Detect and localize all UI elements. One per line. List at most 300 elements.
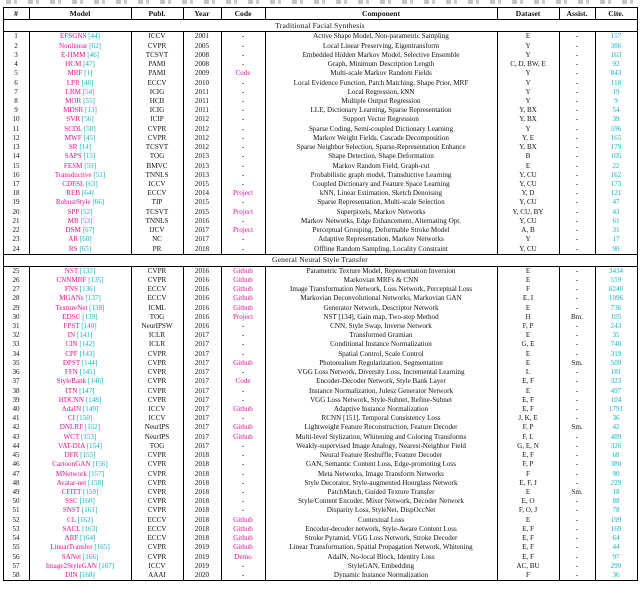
model-link[interactable]: ITN — [65, 386, 78, 395]
citation-count-link[interactable]: 105 — [610, 152, 622, 161]
citation-count-link[interactable]: 121 — [610, 189, 622, 198]
reference-link[interactable]: [63] — [85, 179, 98, 188]
reference-link[interactable]: [64] — [81, 189, 94, 198]
model-link[interactable]: VAT-DIA — [58, 441, 85, 450]
reference-link[interactable]: [1] — [84, 69, 93, 78]
code-cell — [221, 313, 265, 322]
assist-cell: Bm. — [559, 313, 595, 322]
reference-link[interactable]: [145] — [79, 368, 96, 377]
reference-link[interactable]: [146] — [87, 377, 104, 386]
model-link[interactable]: LRM — [65, 87, 81, 96]
reference-link[interactable]: [167] — [98, 561, 115, 570]
model-link[interactable]: ARF — [64, 534, 79, 543]
reference-link[interactable]: [157] — [88, 469, 105, 478]
model-link[interactable]: AdaIN — [61, 405, 82, 414]
model-link[interactable]: SNST — [62, 506, 81, 515]
citation-count-link[interactable]: 165 — [610, 133, 622, 142]
reference-link[interactable]: [156] — [92, 460, 108, 469]
reference-link[interactable]: [62] — [89, 41, 101, 50]
reference-link[interactable]: [59] — [84, 161, 97, 170]
reference-link[interactable]: [144] — [81, 358, 98, 367]
citation-count-link[interactable]: 163 — [610, 50, 622, 59]
dataset-cell: E — [497, 304, 559, 313]
model-link[interactable]: CartoonGAN — [52, 460, 91, 469]
assist-cell: - — [559, 340, 595, 349]
model-link[interactable]: DPST — [62, 358, 81, 367]
component-cell: GAN, Semantic Content Loss, Edge-promoting Loss — [265, 460, 497, 469]
col-header-model: Model — [29, 8, 131, 20]
model-link[interactable]: Image2StyleGAN — [45, 561, 98, 570]
reference-link[interactable]: [68] — [79, 235, 92, 244]
model-link[interactable]: DFR — [64, 451, 79, 460]
citation-count-link[interactable]: 118 — [610, 78, 622, 87]
cite-cell — [595, 497, 637, 506]
reference-link[interactable]: [136] — [79, 285, 96, 294]
citation-count-link[interactable]: 596 — [610, 124, 622, 133]
citation-count-link[interactable]: 843 — [610, 69, 622, 78]
reference-link[interactable]: [152] — [84, 423, 101, 432]
reference-link[interactable]: [149] — [82, 405, 99, 414]
dataset-cell: E — [497, 350, 559, 359]
reference-link[interactable]: [158] — [88, 478, 104, 487]
model-link[interactable]: MNetwork — [55, 469, 87, 478]
table-row — [3, 543, 637, 552]
model-link[interactable]: CL — [67, 515, 76, 524]
citation-count-link[interactable]: 509 — [610, 358, 622, 367]
code-link[interactable]: Github — [233, 432, 253, 441]
citation-count-link[interactable]: 199 — [610, 515, 622, 524]
row-number-cell: 10 — [3, 115, 29, 124]
publication-cell: CVPR — [131, 266, 183, 276]
citation-count-link[interactable]: 157 — [610, 32, 622, 41]
model-link[interactable]: CDFSL — [62, 179, 85, 188]
assist-cell: - — [559, 51, 595, 60]
reference-link[interactable]: [137] — [85, 294, 101, 303]
model-link[interactable]: FNS — [64, 285, 78, 294]
cite-cell — [595, 506, 637, 515]
year-cell: 2019 — [183, 553, 221, 562]
citation-count-link[interactable]: 319 — [610, 349, 622, 358]
citation-count-link[interactable]: 61 — [612, 216, 620, 225]
model-link[interactable]: IN — [67, 331, 76, 340]
citation-count-link[interactable]: 9 — [614, 97, 618, 106]
citation-count-link[interactable]: 36 — [612, 414, 620, 423]
row-number-cell: 25 — [3, 266, 29, 276]
model-cell — [29, 208, 131, 217]
code-link[interactable]: Github — [233, 266, 253, 275]
citation-count-link[interactable]: 19 — [612, 87, 620, 96]
dataset-cell: F, P — [497, 460, 559, 469]
row-number-cell: 34 — [3, 350, 29, 359]
reference-link[interactable]: [53] — [80, 216, 93, 225]
component-cell: Multiple Output Regression — [265, 97, 497, 106]
assist-cell: - — [559, 152, 595, 161]
model-link[interactable]: EFSGNS — [59, 32, 87, 41]
citation-count-link[interactable]: 90 — [612, 469, 620, 478]
col-header-code: Code — [221, 8, 265, 20]
model-link[interactable]: CFITT — [61, 487, 82, 496]
model-link[interactable]: MGANs — [59, 294, 84, 303]
code-link[interactable]: Github — [233, 543, 253, 552]
reference-link[interactable]: [13] — [85, 106, 97, 115]
code-cell — [221, 198, 265, 207]
code-cell — [221, 217, 265, 226]
citation-count-link[interactable]: 326 — [610, 441, 622, 450]
row-number-cell: 33 — [3, 340, 29, 349]
dataset-cell: Y, BX — [497, 143, 559, 152]
code-link[interactable]: Github — [233, 423, 253, 432]
reference-link[interactable]: [168] — [79, 570, 95, 579]
reference-link[interactable]: [143] — [79, 349, 95, 358]
model-cell — [29, 313, 131, 322]
model-link[interactable]: SVR — [66, 115, 81, 124]
model-link[interactable]: E-HMM — [60, 50, 86, 59]
citation-count-link[interactable]: 68 — [612, 451, 620, 460]
dataset-cell: Y, BX — [497, 115, 559, 124]
citation-count-link[interactable]: 47 — [612, 198, 620, 207]
year-cell: 2018 — [183, 497, 221, 506]
code-cell — [221, 331, 265, 340]
dataset-cell: E, F — [497, 451, 559, 460]
reference-link[interactable]: [66] — [92, 198, 105, 207]
dataset-cell: Y — [497, 88, 559, 97]
year-cell: 2017 — [183, 423, 221, 432]
reference-link[interactable]: [155] — [80, 451, 96, 460]
model-link[interactable]: Nonlinear — [59, 41, 88, 50]
assist-cell: - — [559, 276, 595, 285]
citation-count-link[interactable]: 17 — [612, 235, 620, 244]
model-cell — [29, 32, 131, 42]
cite-cell — [595, 433, 637, 442]
year-cell: 2016 — [183, 304, 221, 313]
citation-count-link[interactable]: 748 — [610, 340, 622, 349]
citation-count-link[interactable]: 43 — [612, 207, 620, 216]
cite-cell — [595, 396, 637, 405]
code-link[interactable]: Github — [233, 524, 253, 533]
model-link[interactable]: MOR — [65, 97, 82, 106]
component-cell: Shape Detection, Shape Deformation — [265, 152, 497, 161]
model-link[interactable]: SCDL — [64, 124, 83, 133]
reference-link[interactable]: [135] — [88, 275, 104, 284]
model-cell — [29, 106, 131, 115]
publication-cell: CVPR — [131, 470, 183, 479]
code-link[interactable]: Github — [233, 303, 253, 312]
model-link[interactable]: LPR — [66, 78, 80, 87]
cite-cell — [595, 414, 637, 423]
reference-link[interactable]: [14] — [79, 143, 92, 152]
row-number-cell: 3 — [3, 51, 29, 60]
model-link[interactable]: EDSC — [62, 312, 81, 321]
row-number-cell: 35 — [3, 359, 29, 368]
cite-cell — [595, 350, 637, 359]
reference-link[interactable]: [139] — [82, 312, 98, 321]
model-link[interactable]: MWF — [64, 133, 82, 142]
code-link[interactable]: Github — [233, 294, 253, 303]
code-link[interactable]: Code — [235, 69, 251, 78]
dataset-cell: E, F — [497, 377, 559, 386]
cite-cell — [595, 387, 637, 396]
citation-count-link[interactable]: 88 — [612, 497, 620, 506]
component-cell: Markov Networks, Edge Enhancement, Alternating Opt. — [265, 217, 497, 226]
reference-link[interactable]: [159] — [82, 487, 99, 496]
citation-count-link[interactable]: 736 — [610, 303, 622, 312]
publication-cell: TNNLS — [131, 171, 183, 180]
citation-count-link[interactable]: 489 — [610, 432, 622, 441]
model-cell — [29, 51, 131, 60]
row-number-cell: 54 — [3, 534, 29, 543]
dataset-cell: E, F — [497, 396, 559, 405]
reference-link[interactable]: [67] — [82, 226, 95, 235]
row-number-cell: 32 — [3, 331, 29, 340]
model-link[interactable]: DIN — [65, 570, 78, 579]
model-link[interactable]: SAPS — [64, 152, 82, 161]
dataset-cell: E, F — [497, 534, 559, 543]
model-link[interactable]: Avatar-net — [56, 478, 87, 487]
cite-cell — [595, 235, 637, 244]
model-link[interactable]: FPST — [63, 322, 80, 331]
code-link[interactable]: Code — [235, 377, 251, 386]
code-cell — [221, 359, 265, 368]
year-cell: 2017 — [183, 235, 221, 244]
code-link[interactable]: Github — [233, 275, 253, 284]
model-cell — [29, 414, 131, 423]
dataset-cell: F, P — [497, 423, 559, 432]
reference-link[interactable]: [163] — [82, 524, 98, 533]
code-cell — [221, 405, 265, 414]
citation-count-link[interactable]: 169 — [610, 524, 622, 533]
reference-link[interactable]: [153] — [81, 432, 97, 441]
cite-cell — [595, 553, 637, 562]
citation-count-link[interactable]: 105 — [610, 312, 622, 321]
citation-count-link[interactable]: 6240 — [608, 285, 624, 294]
model-link[interactable]: SPP — [67, 207, 79, 216]
reference-link[interactable]: [48] — [81, 78, 94, 87]
citation-count-link[interactable]: 559 — [610, 275, 622, 284]
citation-count-link[interactable]: 78 — [612, 506, 620, 515]
model-cell — [29, 171, 131, 180]
reference-link[interactable]: [138] — [89, 303, 105, 312]
citation-count-link[interactable]: 97 — [612, 552, 620, 561]
code-link[interactable]: Project — [232, 312, 254, 321]
table-row — [3, 208, 637, 217]
code-cell — [221, 377, 265, 386]
citation-count-link[interactable]: 31 — [612, 226, 620, 235]
reference-link[interactable]: [147] — [79, 386, 95, 395]
model-link[interactable]: LinearTransfer — [50, 543, 93, 552]
model-cell — [29, 442, 131, 451]
model-link[interactable]: HCM — [65, 60, 82, 69]
publication-cell: TOG — [131, 313, 183, 322]
model-link[interactable]: DNLRF — [59, 423, 84, 432]
citation-count-link[interactable]: 229 — [610, 478, 622, 487]
reference-link[interactable]: [140] — [81, 322, 97, 331]
reference-link[interactable]: [142] — [79, 340, 95, 349]
citation-count-link[interactable]: 299 — [610, 561, 622, 570]
model-link[interactable]: FESM — [63, 161, 83, 170]
table-row — [3, 359, 637, 368]
code-cell — [221, 79, 265, 88]
assist-cell: - — [559, 162, 595, 171]
section-title: General Neural Style Transfer — [3, 254, 637, 266]
model-cell — [29, 69, 131, 78]
table-row — [3, 134, 637, 143]
cite-cell — [595, 79, 637, 88]
publication-cell: TIP — [131, 198, 183, 207]
reference-link[interactable]: [47] — [83, 60, 95, 69]
model-link[interactable]: CNNMRF — [56, 275, 87, 284]
reference-link[interactable]: [148] — [85, 395, 102, 404]
reference-link[interactable]: [54] — [82, 87, 95, 96]
model-link[interactable]: SANet — [61, 552, 82, 561]
reference-link[interactable]: [154] — [86, 441, 102, 450]
assist-cell: - — [559, 266, 595, 276]
model-link[interactable]: CPF — [65, 349, 78, 358]
publication-cell: ICLR — [131, 340, 183, 349]
citation-count-link[interactable]: 92 — [612, 60, 620, 69]
reference-link[interactable]: [133] — [79, 266, 96, 275]
citation-count-link[interactable]: 54 — [612, 106, 620, 115]
model-link[interactable]: SACL — [62, 524, 81, 533]
year-cell: 2012 — [183, 125, 221, 134]
citation-count-link[interactable]: 181 — [610, 368, 622, 377]
citation-count-link[interactable]: 39 — [612, 115, 620, 124]
cite-cell — [595, 189, 637, 198]
citation-count-link[interactable]: 3434 — [608, 266, 624, 275]
reference-link[interactable]: [164] — [80, 534, 96, 543]
publication-cell: CVPR — [131, 134, 183, 143]
publication-cell: NeurIPS — [131, 433, 183, 442]
assist-cell: - — [559, 235, 595, 244]
citation-count-link[interactable]: 104 — [610, 395, 622, 404]
assist-cell: - — [559, 506, 595, 515]
model-cell — [29, 387, 131, 396]
code-link[interactable]: Github — [233, 515, 253, 524]
model-link[interactable]: MRF — [67, 69, 83, 78]
code-link[interactable]: Demo — [234, 552, 252, 561]
citation-count-link[interactable]: 386 — [610, 41, 622, 50]
model-link[interactable]: StyleBank — [56, 377, 87, 386]
publication-cell: TOG — [131, 442, 183, 451]
code-cell — [221, 350, 265, 359]
code-link[interactable]: Github — [233, 534, 253, 543]
reference-link[interactable]: [58] — [83, 124, 96, 133]
cite-cell — [595, 479, 637, 488]
reference-link[interactable]: [166] — [82, 552, 99, 561]
citation-count-link[interactable]: 42 — [612, 423, 620, 432]
reference-link[interactable]: [46] — [87, 50, 100, 59]
dataset-cell: A, B — [497, 226, 559, 235]
model-link[interactable]: NST — [64, 266, 79, 275]
reference-link[interactable]: [45] — [83, 133, 96, 142]
citation-count-link[interactable]: 18 — [612, 487, 620, 496]
citation-count-link[interactable]: 162 — [610, 170, 622, 179]
table-row — [3, 171, 637, 180]
citation-count-link[interactable]: 35 — [612, 331, 620, 340]
model-link[interactable]: DSM — [65, 226, 81, 235]
cite-cell — [595, 359, 637, 368]
publication-cell: CVPR — [131, 377, 183, 386]
model-link[interactable]: CIN — [65, 340, 78, 349]
dataset-cell: J, K, E — [497, 414, 559, 423]
code-cell — [221, 51, 265, 60]
model-link[interactable]: MDSR — [63, 106, 84, 115]
code-link[interactable]: Project — [232, 207, 254, 216]
model-link[interactable]: SR — [68, 143, 78, 152]
model-cell — [29, 115, 131, 124]
code-link[interactable]: Project — [232, 189, 254, 198]
reference-link[interactable]: [162] — [77, 515, 93, 524]
component-cell: Perceptual Grouping, Deformable Stroke Model — [265, 226, 497, 235]
reference-link[interactable]: [52] — [80, 207, 93, 216]
model-link[interactable]: TextureNet — [55, 303, 88, 312]
publication-cell: BMVC — [131, 162, 183, 171]
reference-link[interactable]: [65] — [79, 244, 92, 253]
reference-link[interactable]: [44] — [88, 32, 101, 41]
cite-cell — [595, 313, 637, 322]
dataset-cell: E, I — [497, 294, 559, 303]
citation-count-link[interactable]: 1096 — [608, 294, 624, 303]
reference-link[interactable]: [51] — [93, 170, 106, 179]
code-cell — [221, 245, 265, 255]
model-link[interactable]: RobustStyle — [55, 198, 91, 207]
citation-count-link[interactable]: 380 — [610, 460, 622, 469]
reference-link[interactable]: [141] — [76, 331, 93, 340]
reference-link[interactable]: [161] — [81, 506, 98, 515]
reference-link[interactable]: [56] — [81, 115, 94, 124]
citation-count-link[interactable]: 179 — [610, 143, 622, 152]
model-link[interactable]: MR — [67, 216, 79, 225]
citation-count-link[interactable]: 44 — [612, 543, 620, 552]
model-link[interactable]: CI — [67, 414, 75, 423]
component-cell: Offline Random Sampling, Locality Constraint — [265, 245, 497, 255]
model-link[interactable]: Transductive — [54, 170, 92, 179]
dataset-cell: Y — [497, 79, 559, 88]
citation-count-link[interactable]: 243 — [610, 322, 622, 331]
citation-count-link[interactable]: 64 — [612, 534, 620, 543]
reference-link[interactable]: [160] — [79, 497, 95, 506]
citation-count-link[interactable]: 497 — [610, 386, 622, 395]
reference-link[interactable]: [15] — [83, 152, 96, 161]
col-header-year: Year — [183, 8, 221, 20]
code-link[interactable]: Github — [233, 358, 253, 367]
model-link[interactable]: AR — [68, 235, 79, 244]
code-link[interactable]: Github — [233, 285, 253, 294]
code-cell — [221, 322, 265, 331]
citation-count-link[interactable]: 90 — [612, 244, 620, 253]
model-link[interactable]: WCT — [63, 432, 80, 441]
model-cell — [29, 294, 131, 303]
reference-link[interactable]: [150] — [76, 414, 93, 423]
code-link[interactable]: Github — [233, 405, 253, 414]
model-link[interactable]: RS — [68, 244, 78, 253]
citation-count-link[interactable]: 22 — [612, 161, 620, 170]
code-link[interactable]: Project — [232, 226, 254, 235]
citation-count-link[interactable]: 1791 — [608, 405, 624, 414]
reference-link[interactable]: [165] — [94, 543, 110, 552]
table-row — [3, 97, 637, 106]
model-link[interactable]: FFN — [64, 368, 78, 377]
model-link[interactable]: SSC — [65, 497, 78, 506]
model-link[interactable]: HDCNN — [58, 395, 85, 404]
reference-link[interactable]: [55] — [83, 97, 95, 106]
table-row — [3, 294, 637, 303]
dataset-cell: E — [497, 276, 559, 285]
code-none: - — [241, 322, 245, 331]
model-link[interactable]: REB — [66, 189, 81, 198]
citation-count-link[interactable]: 173 — [610, 179, 622, 188]
citation-count-link[interactable]: 323 — [610, 377, 622, 386]
citation-count-link[interactable]: 36 — [612, 570, 620, 579]
